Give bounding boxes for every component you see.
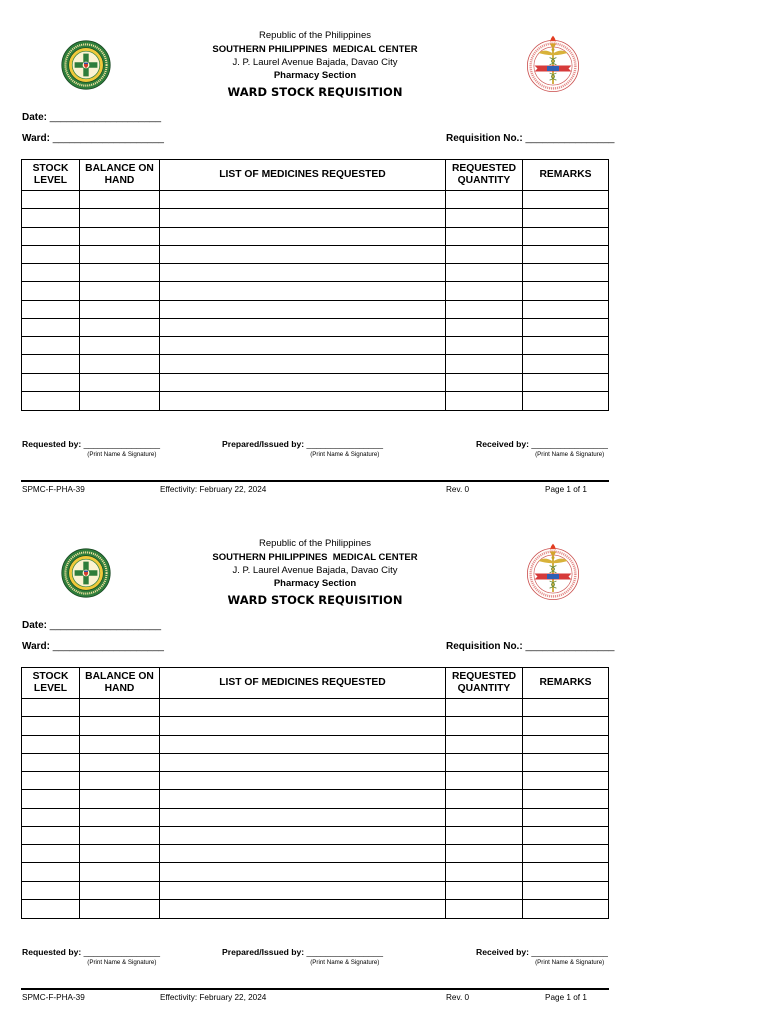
table-cell <box>22 790 80 808</box>
requisition-no-label: Requisition No.: <box>446 133 523 144</box>
hospital-name: SOUTHERN PHILIPPINES MEDICAL CENTER <box>212 551 418 563</box>
requisition-no-field <box>446 641 614 653</box>
requisition-form <box>0 0 768 508</box>
column-header-remarks: REMARKS <box>523 668 608 699</box>
table-cell <box>80 699 160 717</box>
table-cell <box>523 246 608 264</box>
table-cell <box>446 355 523 373</box>
date-label: Date: <box>22 620 48 631</box>
table-cell <box>160 264 446 282</box>
doh-seal-icon <box>61 40 111 90</box>
table-cell <box>80 228 160 246</box>
table-cell <box>446 845 523 863</box>
table-cell <box>22 264 80 282</box>
requested-by-blank: ________________ <box>83 439 161 449</box>
table-cell <box>446 736 523 754</box>
requested-by-field <box>22 439 161 458</box>
column-header-balance-on-hand: BALANCE ON HAND <box>80 160 160 191</box>
country-name: Republic of the Philippines <box>259 29 371 41</box>
table-cell <box>446 301 523 319</box>
table-cell <box>523 809 608 827</box>
column-header-medicines: LIST OF MEDICINES REQUESTED <box>160 160 446 191</box>
table-cell <box>523 736 608 754</box>
received-by-field <box>476 439 608 458</box>
table-cell <box>160 246 446 264</box>
requisition-no-label: Requisition No.: <box>446 641 523 652</box>
table-cell <box>22 900 80 918</box>
table-cell <box>160 809 446 827</box>
table-cell <box>446 282 523 300</box>
effectivity-date: Effectivity: February 22, 2024 <box>160 992 267 1002</box>
column-header-requested-quantity: REQUESTED QUANTITY <box>446 160 523 191</box>
prepared-by-field <box>222 947 384 966</box>
requested-by-label: Requested by: <box>22 947 82 957</box>
prepared-by-blank: ________________ <box>306 439 384 449</box>
table-cell <box>22 374 80 392</box>
page-number: Page 1 of 1 <box>545 992 587 1002</box>
table-cell <box>80 845 160 863</box>
requested-by-blank: ________________ <box>83 947 161 957</box>
column-header-stock-level: STOCK LEVEL <box>22 668 80 699</box>
column-header-stock-level: STOCK LEVEL <box>22 160 80 191</box>
prepared-by-field <box>222 439 384 458</box>
table-cell <box>160 845 446 863</box>
table-cell <box>446 246 523 264</box>
column-header-medicines: LIST OF MEDICINES REQUESTED <box>160 668 446 699</box>
table-cell <box>523 228 608 246</box>
table-cell <box>523 790 608 808</box>
table-cell <box>160 374 446 392</box>
table-cell <box>523 337 608 355</box>
table-cell <box>80 301 160 319</box>
table-cell <box>80 790 160 808</box>
country-name: Republic of the Philippines <box>259 537 371 549</box>
requested-by-label: Requested by: <box>22 439 82 449</box>
table-cell <box>523 191 608 209</box>
table-cell <box>446 790 523 808</box>
date-field <box>22 112 161 124</box>
requested-by-field <box>22 947 161 966</box>
date-field <box>22 620 161 632</box>
table-cell <box>160 319 446 337</box>
table-cell <box>160 754 446 772</box>
table-cell <box>446 191 523 209</box>
received-by-line <box>531 439 608 458</box>
table-cell <box>160 736 446 754</box>
table-cell <box>160 790 446 808</box>
table-cell <box>523 772 608 790</box>
table-cell <box>80 392 160 410</box>
hospital-name: SOUTHERN PHILIPPINES MEDICAL CENTER <box>212 43 418 55</box>
table-cell <box>446 319 523 337</box>
table-cell <box>160 882 446 900</box>
table-cell <box>523 754 608 772</box>
table-cell <box>22 319 80 337</box>
table-cell <box>446 228 523 246</box>
prepared-by-blank: ________________ <box>306 947 384 957</box>
ward-field <box>22 641 164 653</box>
table-cell <box>523 264 608 282</box>
table-cell <box>22 882 80 900</box>
date-blank: ____________________ <box>49 112 162 123</box>
table-cell <box>160 191 446 209</box>
received-by-line <box>531 947 608 966</box>
footer-rule <box>21 480 609 482</box>
ward-blank: ____________________ <box>52 133 164 144</box>
table-cell <box>446 264 523 282</box>
table-cell <box>160 337 446 355</box>
ward-blank: ____________________ <box>52 641 164 652</box>
requisition-table <box>21 667 609 919</box>
column-header-requested-quantity: REQUESTED QUANTITY <box>446 668 523 699</box>
table-cell <box>80 736 160 754</box>
table-cell <box>446 374 523 392</box>
received-by-label: Received by: <box>476 947 530 957</box>
table-cell <box>80 282 160 300</box>
table-cell <box>523 355 608 373</box>
table-cell <box>160 301 446 319</box>
table-cell <box>22 209 80 227</box>
table-cell <box>80 264 160 282</box>
table-cell <box>22 845 80 863</box>
table-cell <box>22 301 80 319</box>
table-cell <box>160 717 446 735</box>
table-cell <box>523 392 608 410</box>
date-blank: ____________________ <box>49 620 162 631</box>
table-cell <box>523 717 608 735</box>
table-cell <box>22 246 80 264</box>
ward-label: Ward: <box>22 641 50 652</box>
received-by-blank: ________________ <box>531 947 608 957</box>
effectivity-date: Effectivity: February 22, 2024 <box>160 484 267 494</box>
hospital-address: J. P. Laurel Avenue Bajada, Davao City <box>232 56 398 68</box>
requisition-no-blank: ________________ <box>525 641 615 652</box>
table-cell <box>80 882 160 900</box>
table-cell <box>446 809 523 827</box>
received-by-field <box>476 947 608 966</box>
table-cell <box>80 863 160 881</box>
table-cell <box>22 228 80 246</box>
spmc-seal-icon <box>525 543 581 601</box>
requested-by-line <box>83 439 161 458</box>
table-cell <box>160 699 446 717</box>
prepared-by-line <box>306 947 384 966</box>
table-cell <box>523 282 608 300</box>
prepared-by-label: Prepared/Issued by: <box>222 947 305 957</box>
table-cell <box>446 754 523 772</box>
footer-rule <box>21 988 609 990</box>
table-cell <box>446 863 523 881</box>
page-number: Page 1 of 1 <box>545 484 587 494</box>
requisition-no-field <box>446 133 614 145</box>
table-cell <box>22 863 80 881</box>
table-cell <box>523 209 608 227</box>
form-title: WARD STOCK REQUISITION <box>227 84 403 99</box>
ward-label: Ward: <box>22 133 50 144</box>
form-code: SPMC-F-PHA-39 <box>22 992 85 1002</box>
table-cell <box>446 337 523 355</box>
column-header-remarks: REMARKS <box>523 160 608 191</box>
table-cell <box>80 337 160 355</box>
hospital-address: J. P. Laurel Avenue Bajada, Davao City <box>232 564 398 576</box>
table-cell <box>22 717 80 735</box>
section-name: Pharmacy Section <box>273 577 357 589</box>
table-cell <box>80 754 160 772</box>
table-cell <box>80 809 160 827</box>
table-cell <box>22 699 80 717</box>
requisition-table <box>21 159 609 411</box>
table-cell <box>523 882 608 900</box>
table-cell <box>523 374 608 392</box>
table-cell <box>160 827 446 845</box>
received-by-blank: ________________ <box>531 439 608 449</box>
prepared-by-line <box>306 439 384 458</box>
revision-number: Rev. 0 <box>446 992 470 1002</box>
table-cell <box>80 355 160 373</box>
table-cell <box>22 827 80 845</box>
requested-by-caption: (Print Name & Signature) <box>87 451 157 458</box>
table-cell <box>523 699 608 717</box>
table-cell <box>523 900 608 918</box>
table-cell <box>523 863 608 881</box>
doh-seal-icon <box>61 548 111 598</box>
table-cell <box>160 900 446 918</box>
table-cell <box>446 209 523 227</box>
table-cell <box>22 392 80 410</box>
table-cell <box>523 319 608 337</box>
table-cell <box>446 392 523 410</box>
table-cell <box>523 301 608 319</box>
table-cell <box>80 374 160 392</box>
table-cell <box>446 900 523 918</box>
table-cell <box>80 772 160 790</box>
table-cell <box>80 209 160 227</box>
table-cell <box>160 772 446 790</box>
section-name: Pharmacy Section <box>273 69 357 81</box>
table-cell <box>446 717 523 735</box>
form-code: SPMC-F-PHA-39 <box>22 484 85 494</box>
table-cell <box>523 845 608 863</box>
table-cell <box>80 319 160 337</box>
table-cell <box>523 827 608 845</box>
prepared-by-caption: (Print Name & Signature) <box>310 959 380 966</box>
received-by-caption: (Print Name & Signature) <box>535 959 605 966</box>
ward-field <box>22 133 164 145</box>
table-cell <box>160 228 446 246</box>
table-cell <box>80 900 160 918</box>
table-cell <box>22 736 80 754</box>
table-cell <box>446 882 523 900</box>
prepared-by-caption: (Print Name & Signature) <box>310 451 380 458</box>
table-cell <box>80 191 160 209</box>
table-cell <box>160 209 446 227</box>
table-cell <box>80 246 160 264</box>
table-cell <box>22 809 80 827</box>
table-cell <box>22 772 80 790</box>
table-cell <box>22 355 80 373</box>
requisition-form <box>0 508 768 1016</box>
table-cell <box>22 191 80 209</box>
table-cell <box>80 717 160 735</box>
table-cell <box>160 282 446 300</box>
column-header-balance-on-hand: BALANCE ON HAND <box>80 668 160 699</box>
table-cell <box>446 772 523 790</box>
spmc-seal-icon <box>525 35 581 93</box>
received-by-label: Received by: <box>476 439 530 449</box>
requested-by-caption: (Print Name & Signature) <box>87 959 157 966</box>
requested-by-line <box>83 947 161 966</box>
table-cell <box>160 392 446 410</box>
prepared-by-label: Prepared/Issued by: <box>222 439 305 449</box>
revision-number: Rev. 0 <box>446 484 470 494</box>
received-by-caption: (Print Name & Signature) <box>535 451 605 458</box>
table-cell <box>446 699 523 717</box>
table-cell <box>80 827 160 845</box>
table-cell <box>160 863 446 881</box>
date-label: Date: <box>22 112 48 123</box>
form-title: WARD STOCK REQUISITION <box>227 592 403 607</box>
table-cell <box>446 827 523 845</box>
table-cell <box>22 754 80 772</box>
requisition-no-blank: ________________ <box>525 133 615 144</box>
table-cell <box>22 337 80 355</box>
table-cell <box>160 355 446 373</box>
table-cell <box>22 282 80 300</box>
